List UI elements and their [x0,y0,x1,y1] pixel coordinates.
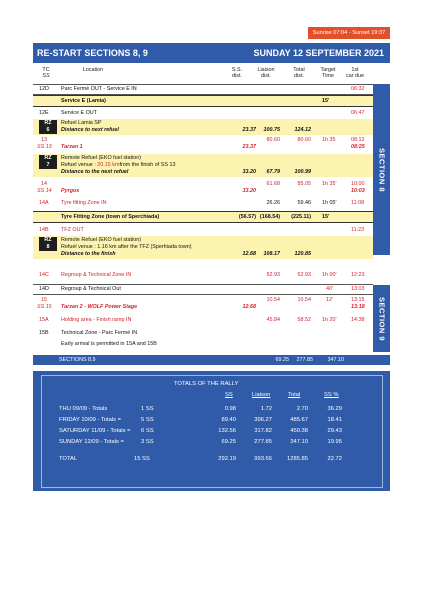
location: Tyre Fitting Zone (town of Sperchiada) [61,213,160,220]
ss-distance: 33.20 [242,169,256,175]
distance-label: Distance to next refuel [61,127,119,133]
ss-count: 15 SS [134,456,150,462]
col-total-l2: dist. [294,73,304,79]
total-distance: 52.93 [297,272,311,278]
ss-distance: (56.57) [238,213,256,220]
ss-start-time: 08:25 [351,144,365,150]
tc-code: 14D [39,286,49,292]
liaison-distance: 26.26 [266,200,280,206]
refuel-venue-line: Refuel venue : 1.16 km after the TFZ (Sperhiada town) [61,244,192,250]
col-first-l2: car due [346,73,364,79]
location: Remote Refuel (EKO fuel station) [61,237,141,243]
col-ss-label: SS [42,73,50,79]
badge-number: 6 [46,126,50,133]
target-time: 1h 20' [322,317,337,323]
ss-distance: 33.20 [242,188,256,194]
header-date: SUNDAY 12 SEPTEMBER 2021 [253,48,384,58]
summary-liaison: 277.85 [296,357,313,363]
row-14a [33,199,373,208]
first-car-time: 06:32 [351,86,365,92]
ss-pct: 19.95 [327,439,342,445]
day-label: SATURDAY 11/09 - Totals = [59,428,131,434]
liaison-distance: 80.60 [266,137,280,143]
col-ss-dist-l1: S.S. [231,67,243,73]
sunrise-sunset-badge: Sunrise 07:04 - Sunset 19:37 [308,27,390,39]
ss-code: SS 15 [37,304,52,310]
refuel-zone-badge [39,155,57,169]
section-9-label: SECTION 9 [377,296,386,341]
col-first-l1: 1st [351,67,359,73]
location: Refuel Lamia SP [61,120,102,126]
target-time: 1h 05' [322,200,337,206]
location: Parc Fermé OUT - Service E IN [61,86,137,92]
ss-code: SS 13 [37,144,52,150]
badge-number: 8 [46,243,50,250]
total-distance: 59.46 [297,200,311,206]
first-car-time: 11:23 [351,227,365,233]
refuel-venue-ref: from the finish of SS 13 [119,162,176,168]
day-label: THU 09/09 - Totals [59,406,108,412]
distance-label: Distance to the finish [61,251,116,257]
rally-totals-panel [33,371,390,491]
section-8-label: SECTION 8 [377,147,386,192]
distance-label: Distance to the next refuel [61,169,129,175]
row-14d [33,284,373,295]
target-time: 15' [322,213,330,220]
row-15a [33,316,373,325]
col-tc-label: TC [42,67,50,73]
row-12d [33,84,373,95]
summary-label: SECTIONS 8,9 [59,357,96,363]
ss-pct: 29.43 [327,428,342,434]
liaison-distance: 108.17 [263,251,280,257]
location: TFZ OUT [61,227,84,233]
ss-km: 132.56 [218,428,236,434]
location: Remote Refuel (EKO fuel station) [61,155,141,161]
tc-code: 15A [39,317,49,323]
col-liaison-l2: dist. [261,73,271,79]
target-time: 1h 35 [322,137,336,143]
total-km: 347.10 [290,439,308,445]
ss-km: 89.40 [221,417,236,423]
liaison-distance: 67.79 [266,169,280,175]
tc-code: 12D [39,86,49,92]
row-tc14 [33,180,373,196]
day-label: FRIDAY 10/09 - Totals = [59,417,122,423]
first-car-time: 14:38 [351,317,365,323]
ss-distance: 23.37 [242,144,256,150]
first-car-time: 13:15 [351,297,365,303]
col-ss-dist [225,67,249,79]
total-km: 1285.85 [287,456,308,462]
ss-pct: 36.29 [327,406,342,412]
total-distance: 124.12 [294,127,311,133]
ss-count: 1 SS [141,406,154,412]
row-service-e [33,95,373,107]
col-target [316,67,340,79]
total-distance: 85.05 [297,181,311,187]
total-distance: 10.54 [297,297,311,303]
ss-km: 292.19 [218,456,236,462]
col-target-l1: Target [320,67,336,73]
ss-distance: 23.37 [242,127,256,133]
ss-count: 5 SS [141,417,154,423]
total-distance: 100.99 [294,169,311,175]
summary-total: 347.10 [327,357,344,363]
row-tc15 [33,296,373,312]
tc-code: 15 [41,297,47,303]
liaison-distance: 61.68 [266,181,280,187]
total-distance: 120.85 [294,251,311,257]
total-distance: (225.11) [291,213,311,220]
target-time: 40' [326,286,334,292]
first-car-time: 12:23 [351,272,365,278]
totals-head-ss: SS [225,392,233,398]
location: Holding area - Finish ramp IN [61,317,132,323]
totals-head-liaison: Liaison [252,392,271,398]
tc-code: 15B [39,330,49,336]
tc-code: 12E [39,110,49,116]
tc-code: 14C [39,272,49,278]
target-time: 1h 35' [322,181,337,187]
tc-code: 13 [41,137,47,143]
liaison-distance: 45.84 [266,317,280,323]
ss-distance: 12.68 [242,304,256,310]
col-liaison [253,67,279,79]
totals-head-pct: SS % [324,392,339,398]
liaison-km: 993.66 [254,456,272,462]
ss-km: 0.98 [224,406,236,412]
ss-pct: 22.72 [327,456,342,462]
refuel-zone-badge [39,120,57,134]
first-car-time: 06:47 [351,110,365,116]
row-14b [33,226,373,235]
total-distance: 80.60 [297,137,311,143]
section-8-tab [373,84,390,255]
ss-count: 6 SS [141,428,154,434]
liaison-km: 317.82 [254,428,272,434]
page-header [33,43,390,63]
refuel-venue-line [61,162,175,169]
row-rz8 [33,236,373,259]
row-rz7 [33,154,373,177]
col-total [287,67,311,79]
totals-title: TOTALS OF THE RALLY [174,381,239,387]
refuel-venue-km: 20.15 km [97,162,120,168]
liaison-distance: 10.54 [266,297,280,303]
target-time: 1h 00' [322,272,337,278]
location: Tyre fitting Zone IN [61,200,107,206]
tc-code: 14B [39,227,49,233]
first-car-time: 13:03 [351,286,365,292]
ss-code: SS 14 [37,188,52,194]
col-location: Location [82,67,104,73]
location: Pyrgos [61,188,80,194]
row-tyre-fitting-zone [33,211,373,223]
ss-pct: 18.41 [327,417,342,423]
badge-rz: RZ [44,155,52,161]
row-15b [33,329,373,349]
liaison-distance: 100.75 [263,127,280,133]
liaison-km: 1.72 [260,406,272,412]
badge-number: 7 [46,161,50,168]
location: Service E OUT [61,110,97,116]
day-label: SUNDAY 12/09 - Totals = [59,439,124,445]
totals-head-total: Total [288,392,301,398]
total-distance: 58.52 [297,317,311,323]
location: Regroup & Technical Out [61,286,121,292]
total-km: 2.70 [296,406,308,412]
badge-rz: RZ [44,120,52,126]
liaison-distance: (168.54) [259,213,280,220]
rally-totals-box [41,375,383,488]
row-tc13 [33,136,373,152]
ss-distance: 12.68 [242,251,256,257]
col-target-l2: Time [322,73,334,79]
tc-code: 14A [39,200,49,206]
col-tc [38,67,54,79]
header-title: RE-START SECTIONS 8, 9 [37,48,148,58]
target-time: 12' [326,297,334,303]
section-9-tab [373,285,390,352]
refuel-venue-label: Refuel venue : [61,162,98,168]
ss-start-time: 13:18 [351,304,365,310]
total-km: 450.38 [290,428,308,434]
col-liaison-l1: Liaison [257,67,275,73]
ss-km: 69.25 [221,439,236,445]
liaison-km: 277.85 [254,439,272,445]
total-km: 485.67 [290,417,308,423]
tc-code: 14 [41,181,47,187]
liaison-distance: 52.93 [266,272,280,278]
first-car-time: 08:12 [351,137,365,143]
col-total-l1: Total [293,67,305,73]
location: Tarzan 2 - WOLF Power Stage [61,304,138,310]
day-label: TOTAL [59,456,78,462]
liaison-km: 396.27 [254,417,272,423]
row-12e [33,109,373,118]
summary-ss: 69.25 [275,357,289,363]
first-car-time: 10:00 [351,181,365,187]
location: Technical Zone - Parc Fermé IN [61,330,138,336]
location: Tarzan 1 [61,144,83,150]
location: Service E (Lamia) [61,97,106,104]
location: Regroup & Technical Zone IN [61,272,132,278]
col-first-car [343,67,367,79]
target-time: 15' [322,97,330,104]
row-14c [33,271,373,280]
col-ss-dist-l2: dist. [232,73,242,79]
badge-rz: RZ [44,237,52,243]
early-arrival-note: Early arrival is permitted in 15A and 15B [61,341,157,347]
first-car-time: 11:08 [351,200,365,206]
refuel-zone-badge [39,237,57,251]
sections-summary-row [33,355,390,365]
ss-count: 3 SS [141,439,154,445]
row-rz6 [33,119,373,135]
ss-start-time: 10:03 [351,188,365,194]
